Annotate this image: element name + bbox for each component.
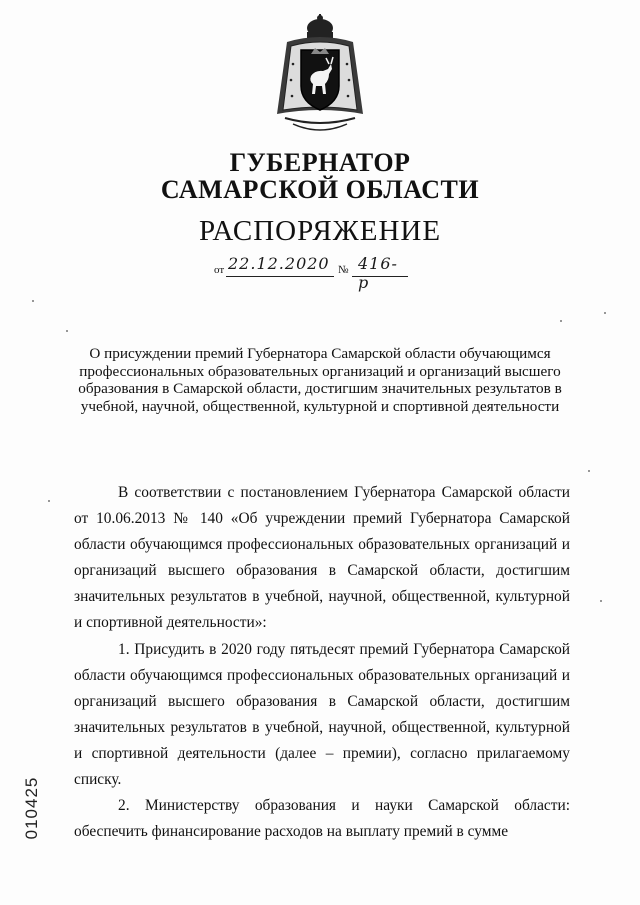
scan-speck: [604, 312, 606, 314]
paragraph-2: 2. Министерству образования и науки Самарской области: обеспечить финансирование расходов на выплату премий в сумме: [74, 797, 570, 840]
scan-speck: [588, 470, 590, 472]
document-title: О присуждении премий Губернатора Самарской области обучающимся профессиональных образовательных организаций и организаций высшего образования в Самарской области, достигшим значительных результатов в учебной, научной, общественной, культурной и спортивной деятельности: [78, 345, 562, 415]
margin-serial-number: 010425: [22, 776, 41, 839]
governor-heading: ГУБЕРНАТОР: [229, 148, 411, 177]
number-value: 416-р: [358, 254, 398, 292]
scan-speck: [560, 320, 562, 322]
preamble-paragraph: В соответствии с постановлением Губернатора Самарской области от 10.06.2013 № 140 «Об учреждении премий Губернатора Самарской области обучающимся профессиональных образовательных организаций и организаций высшего образования в Самарской области, достигшим значительных результатов в учебной, научной, общественной, культурной и спортивной деятельности»:: [74, 484, 570, 631]
date-label: от: [214, 264, 225, 276]
number-label: №: [338, 264, 349, 276]
scan-speck: [66, 330, 68, 332]
document-type: РАСПОРЯЖЕНИЕ: [198, 215, 442, 247]
scan-speck: [48, 500, 50, 502]
date-value: 22.12.2020: [228, 254, 330, 273]
scan-speck: [600, 600, 602, 602]
scan-speck: [32, 300, 34, 302]
region-heading: САМАРСКОЙ ОБЛАСТИ: [160, 175, 480, 204]
paragraph-1: 1. Присудить в 2020 году пятьдесят премий Губернатора Самарской области обучающимся профессиональных образовательных организаций и организаций высшего образования в Самарской области, достигшим значительных результатов в учебной, научной, общественной, культурной и спортивной деятельности (далее – премии), согласно прилагаемому списку.: [74, 641, 570, 788]
coat-of-arms-emblem: [271, 14, 369, 138]
